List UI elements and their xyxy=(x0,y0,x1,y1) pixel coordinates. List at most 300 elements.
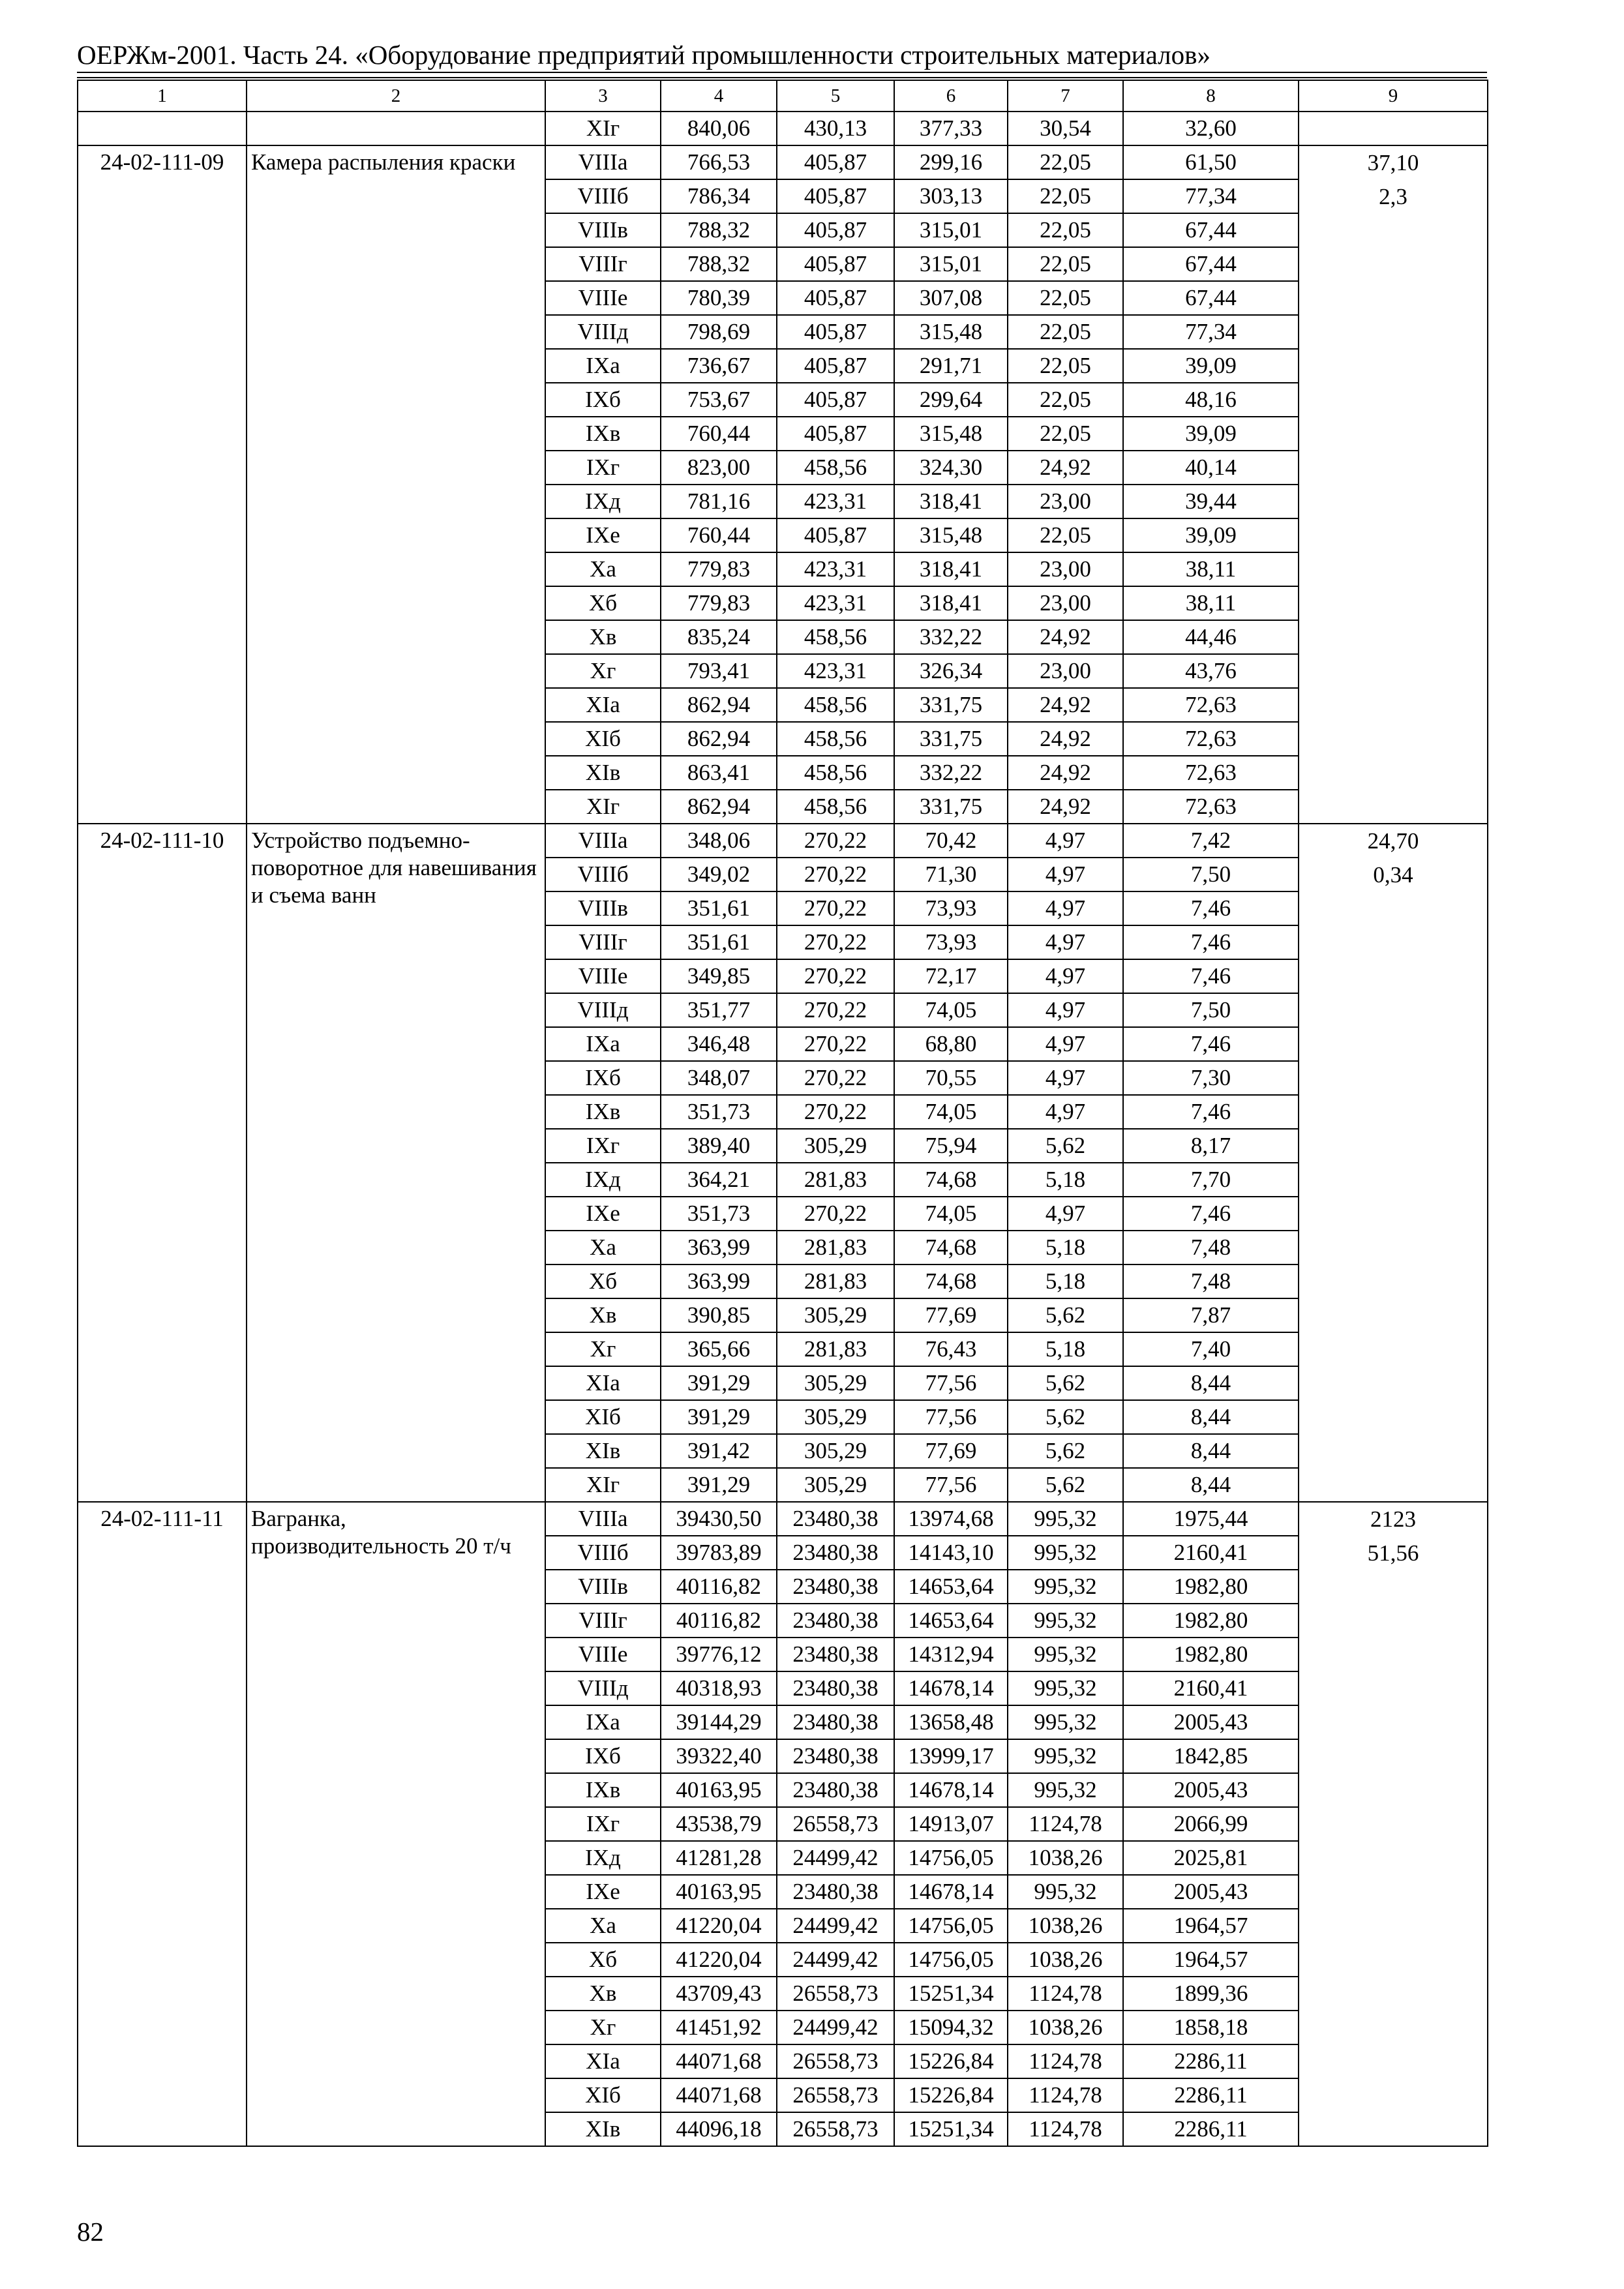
category-cell: VIIIб xyxy=(545,858,661,891)
value-cell: 74,05 xyxy=(894,1197,1008,1231)
value-cell: 1982,80 xyxy=(1123,1570,1299,1604)
value-cell: 305,29 xyxy=(777,1298,894,1332)
value-cell: 862,94 xyxy=(661,688,777,722)
value-cell: 363,99 xyxy=(661,1264,777,1298)
value-cell: 48,16 xyxy=(1123,383,1299,417)
value-cell: 68,80 xyxy=(894,1027,1008,1061)
value-cell: 43,76 xyxy=(1123,654,1299,688)
value-cell: 1858,18 xyxy=(1123,2011,1299,2044)
continuation-row xyxy=(78,112,1488,145)
value-cell: 786,34 xyxy=(661,179,777,213)
value-cell: 363,99 xyxy=(661,1231,777,1264)
category-cell: VIIIд xyxy=(545,315,661,349)
value-cell: 348,06 xyxy=(661,824,777,858)
value-cell: 315,01 xyxy=(894,247,1008,281)
value-cell: 7,87 xyxy=(1123,1298,1299,1332)
header-rule-bottom xyxy=(77,77,1487,78)
category-cell: IXв xyxy=(545,1095,661,1129)
value-cell: 23,00 xyxy=(1008,485,1123,518)
value-cell: 995,32 xyxy=(1008,1875,1123,1909)
section-name: Устройство подъемно-поворотное для навешивания и съема ванн xyxy=(247,824,545,1502)
value-cell: 70,55 xyxy=(894,1061,1008,1095)
value-cell: 39,09 xyxy=(1123,518,1299,552)
value-cell: 72,63 xyxy=(1123,790,1299,824)
value-cell: 364,21 xyxy=(661,1163,777,1197)
value-cell: 41220,04 xyxy=(661,1943,777,1977)
value-cell: 315,48 xyxy=(894,518,1008,552)
code-cell xyxy=(78,112,247,145)
value-cell: 4,97 xyxy=(1008,891,1123,925)
value-cell: 995,32 xyxy=(1008,1604,1123,1638)
value-cell: 995,32 xyxy=(1008,1773,1123,1807)
value-cell: 4,97 xyxy=(1008,925,1123,959)
value-cell: 5,62 xyxy=(1008,1298,1123,1332)
value-cell: 270,22 xyxy=(777,891,894,925)
value-cell: 41451,92 xyxy=(661,2011,777,2044)
col9-value: 2,3 xyxy=(1379,184,1407,209)
category-cell: VIIIг xyxy=(545,247,661,281)
value-cell: 67,44 xyxy=(1123,281,1299,315)
value-cell: 23,00 xyxy=(1008,586,1123,620)
value-cell: 753,67 xyxy=(661,383,777,417)
value-cell: 760,44 xyxy=(661,417,777,451)
value-cell: 405,87 xyxy=(777,383,894,417)
value-cell: 23480,38 xyxy=(777,1671,894,1705)
value-cell: 835,24 xyxy=(661,620,777,654)
page-header: ОЕРЖм-2001. Часть 24. «Оборудование предприятий промышленности строительных материалов» xyxy=(77,40,1210,70)
value-cell: 44096,18 xyxy=(661,2112,777,2146)
value-cell: 23480,38 xyxy=(777,1604,894,1638)
category-cell: XIб xyxy=(545,2078,661,2112)
value-cell: 270,22 xyxy=(777,1027,894,1061)
value-cell: 24,92 xyxy=(1008,756,1123,790)
value-cell: 423,31 xyxy=(777,654,894,688)
value-cell: 23480,38 xyxy=(777,1739,894,1773)
value-cell: 22,05 xyxy=(1008,247,1123,281)
value-cell: 995,32 xyxy=(1008,1570,1123,1604)
value-cell: 4,97 xyxy=(1008,959,1123,993)
category-cell: IXв xyxy=(545,1773,661,1807)
value-cell: 5,62 xyxy=(1008,1129,1123,1163)
category-cell: Xб xyxy=(545,1943,661,1977)
category-cell: VIIIа xyxy=(545,145,661,179)
value-cell: 1899,36 xyxy=(1123,1977,1299,2011)
value-cell: 1975,44 xyxy=(1123,1502,1299,1536)
value-cell: 5,18 xyxy=(1008,1231,1123,1264)
value-cell: 1124,78 xyxy=(1008,1807,1123,1841)
value-cell: 77,34 xyxy=(1123,179,1299,213)
value-cell: 14653,64 xyxy=(894,1570,1008,1604)
table-row xyxy=(78,824,1488,858)
value-cell: 67,44 xyxy=(1123,213,1299,247)
column-number: 5 xyxy=(777,80,894,112)
value-cell: 305,29 xyxy=(777,1468,894,1502)
value-cell: 390,85 xyxy=(661,1298,777,1332)
value-cell: 74,68 xyxy=(894,1163,1008,1197)
value-cell: 5,62 xyxy=(1008,1400,1123,1434)
value-cell: 995,32 xyxy=(1008,1502,1123,1536)
category-cell: Xг xyxy=(545,1332,661,1366)
value-cell: 270,22 xyxy=(777,925,894,959)
value-cell: 4,97 xyxy=(1008,1095,1123,1129)
value-cell: 324,30 xyxy=(894,451,1008,485)
value-cell: 8,17 xyxy=(1123,1129,1299,1163)
value-cell: 331,75 xyxy=(894,688,1008,722)
value-cell: 73,93 xyxy=(894,891,1008,925)
value-cell: 862,94 xyxy=(661,790,777,824)
value-cell: 391,29 xyxy=(661,1468,777,1502)
value-cell: 326,34 xyxy=(894,654,1008,688)
value-cell: 405,87 xyxy=(777,349,894,383)
value-cell: 22,05 xyxy=(1008,315,1123,349)
value-cell: 351,73 xyxy=(661,1197,777,1231)
value-cell: 331,75 xyxy=(894,790,1008,824)
value-cell: 13974,68 xyxy=(894,1502,1008,1536)
value-cell: 75,94 xyxy=(894,1129,1008,1163)
value-cell: 2025,81 xyxy=(1123,1841,1299,1875)
value-cell: 1964,57 xyxy=(1123,1943,1299,1977)
col9-value: 0,34 xyxy=(1373,862,1413,888)
value-cell: 405,87 xyxy=(777,145,894,179)
value-cell: 995,32 xyxy=(1008,1739,1123,1773)
category-cell: IXе xyxy=(545,518,661,552)
category-cell: XIа xyxy=(545,1366,661,1400)
category-cell: XIб xyxy=(545,722,661,756)
value-cell: 391,29 xyxy=(661,1366,777,1400)
value-cell: 995,32 xyxy=(1008,1671,1123,1705)
value-cell: 458,56 xyxy=(777,756,894,790)
value-cell: 863,41 xyxy=(661,756,777,790)
value-cell: 24499,42 xyxy=(777,1943,894,1977)
category-cell: XIа xyxy=(545,688,661,722)
value-cell: 299,16 xyxy=(894,145,1008,179)
value-cell: 23480,38 xyxy=(777,1638,894,1671)
section-col9 xyxy=(1299,145,1488,824)
value-cell: 798,69 xyxy=(661,315,777,349)
value-cell: 315,01 xyxy=(894,213,1008,247)
category-cell: IXб xyxy=(545,1061,661,1095)
value-cell: 779,83 xyxy=(661,586,777,620)
value-cell: 318,41 xyxy=(894,485,1008,518)
section-col9 xyxy=(1299,824,1488,1502)
value-cell: 76,43 xyxy=(894,1332,1008,1366)
category-cell: XIв xyxy=(545,2112,661,2146)
value-cell: 305,29 xyxy=(777,1366,894,1400)
category-cell: Xг xyxy=(545,654,661,688)
category-cell: Xг xyxy=(545,2011,661,2044)
value-cell: 303,13 xyxy=(894,179,1008,213)
value-cell: 281,83 xyxy=(777,1264,894,1298)
value-cell: 7,46 xyxy=(1123,925,1299,959)
category-cell: IXг xyxy=(545,451,661,485)
page-number: 82 xyxy=(77,2217,104,2247)
column-number: 4 xyxy=(661,80,777,112)
category-cell: IXд xyxy=(545,485,661,518)
value-cell: 24499,42 xyxy=(777,2011,894,2044)
value-cell: 281,83 xyxy=(777,1231,894,1264)
value-cell: 13999,17 xyxy=(894,1739,1008,1773)
value-cell: 4,97 xyxy=(1008,858,1123,891)
value-cell: 72,17 xyxy=(894,959,1008,993)
value-cell: 24,92 xyxy=(1008,620,1123,654)
category-cell: Xа xyxy=(545,1909,661,1943)
value-cell: 840,06 xyxy=(661,112,777,145)
value-cell: 405,87 xyxy=(777,247,894,281)
value-cell: 349,02 xyxy=(661,858,777,891)
value-cell: 332,22 xyxy=(894,756,1008,790)
column-number: 6 xyxy=(894,80,1008,112)
value-cell: 779,83 xyxy=(661,552,777,586)
value-cell: 24,92 xyxy=(1008,722,1123,756)
value-cell: 26558,73 xyxy=(777,1977,894,2011)
value-cell: 1038,26 xyxy=(1008,1943,1123,1977)
value-cell: 1038,26 xyxy=(1008,1841,1123,1875)
value-cell: 5,62 xyxy=(1008,1434,1123,1468)
value-cell: 77,69 xyxy=(894,1434,1008,1468)
value-cell: 24499,42 xyxy=(777,1841,894,1875)
value-cell: 23480,38 xyxy=(777,1773,894,1807)
category-cell: VIIIв xyxy=(545,1570,661,1604)
category-cell: VIIIд xyxy=(545,1671,661,1705)
value-cell: 74,68 xyxy=(894,1231,1008,1264)
value-cell: 346,48 xyxy=(661,1027,777,1061)
value-cell: 1124,78 xyxy=(1008,2044,1123,2078)
value-cell: 5,62 xyxy=(1008,1366,1123,1400)
value-cell: 305,29 xyxy=(777,1400,894,1434)
category-cell: VIIIд xyxy=(545,993,661,1027)
column-number: 2 xyxy=(247,80,545,112)
value-cell: 72,63 xyxy=(1123,688,1299,722)
value-cell: 2066,99 xyxy=(1123,1807,1299,1841)
value-cell: 7,46 xyxy=(1123,891,1299,925)
value-cell: 348,07 xyxy=(661,1061,777,1095)
value-cell: 14756,05 xyxy=(894,1841,1008,1875)
value-cell: 2286,11 xyxy=(1123,2078,1299,2112)
value-cell: 24,92 xyxy=(1008,688,1123,722)
value-cell: 862,94 xyxy=(661,722,777,756)
value-cell: 61,50 xyxy=(1123,145,1299,179)
col9-value: 2123 xyxy=(1370,1506,1416,1532)
value-cell: 4,97 xyxy=(1008,993,1123,1027)
value-cell: 14143,10 xyxy=(894,1536,1008,1570)
value-cell: 2005,43 xyxy=(1123,1773,1299,1807)
category-cell: VIIIв xyxy=(545,213,661,247)
value-cell: 43709,43 xyxy=(661,1977,777,2011)
value-cell: 458,56 xyxy=(777,451,894,485)
value-cell: 30,54 xyxy=(1008,112,1123,145)
value-cell: 307,08 xyxy=(894,281,1008,315)
category-cell: IXб xyxy=(545,1739,661,1773)
value-cell: 458,56 xyxy=(777,620,894,654)
value-cell: 458,56 xyxy=(777,790,894,824)
value-cell: 781,16 xyxy=(661,485,777,518)
value-cell: 4,97 xyxy=(1008,824,1123,858)
value-cell: 391,29 xyxy=(661,1400,777,1434)
category-cell: XIв xyxy=(545,1434,661,1468)
category-cell: IXе xyxy=(545,1197,661,1231)
value-cell: 7,46 xyxy=(1123,1197,1299,1231)
value-cell: 7,46 xyxy=(1123,959,1299,993)
value-cell: 1964,57 xyxy=(1123,1909,1299,1943)
category-cell: Xв xyxy=(545,1298,661,1332)
category-cell: XIб xyxy=(545,1400,661,1434)
value-cell: 2160,41 xyxy=(1123,1671,1299,1705)
value-cell: 13658,48 xyxy=(894,1705,1008,1739)
value-cell: 377,33 xyxy=(894,112,1008,145)
column-number: 8 xyxy=(1123,80,1299,112)
value-cell: 405,87 xyxy=(777,518,894,552)
value-cell: 8,44 xyxy=(1123,1468,1299,1502)
value-cell: 318,41 xyxy=(894,586,1008,620)
value-cell: 77,56 xyxy=(894,1468,1008,1502)
value-cell: 72,63 xyxy=(1123,722,1299,756)
value-cell: 32,60 xyxy=(1123,112,1299,145)
value-cell: 77,69 xyxy=(894,1298,1008,1332)
value-cell: 2160,41 xyxy=(1123,1536,1299,1570)
column-number: 1 xyxy=(78,80,247,112)
value-cell: 351,61 xyxy=(661,925,777,959)
value-cell: 423,31 xyxy=(777,485,894,518)
value-cell: 44071,68 xyxy=(661,2044,777,2078)
value-cell: 14756,05 xyxy=(894,1909,1008,1943)
value-cell: 14678,14 xyxy=(894,1875,1008,1909)
value-cell: 270,22 xyxy=(777,1061,894,1095)
value-cell: 22,05 xyxy=(1008,213,1123,247)
category-cell: VIIIе xyxy=(545,1638,661,1671)
category-cell: IXд xyxy=(545,1163,661,1197)
category-cell: XIг xyxy=(545,790,661,824)
value-cell: 5,18 xyxy=(1008,1332,1123,1366)
category-cell: Xб xyxy=(545,1264,661,1298)
value-cell: 40163,95 xyxy=(661,1773,777,1807)
value-cell: 7,40 xyxy=(1123,1332,1299,1366)
value-cell: 2005,43 xyxy=(1123,1705,1299,1739)
value-cell: 299,64 xyxy=(894,383,1008,417)
category-cell: VIIIе xyxy=(545,281,661,315)
value-cell: 1842,85 xyxy=(1123,1739,1299,1773)
value-cell: 270,22 xyxy=(777,858,894,891)
value-cell: 22,05 xyxy=(1008,179,1123,213)
value-cell: 22,05 xyxy=(1008,145,1123,179)
value-cell: 995,32 xyxy=(1008,1536,1123,1570)
value-cell: 365,66 xyxy=(661,1332,777,1366)
column-number: 3 xyxy=(545,80,661,112)
category-cell: IXв xyxy=(545,417,661,451)
value-cell: 305,29 xyxy=(777,1434,894,1468)
value-cell: 15094,32 xyxy=(894,2011,1008,2044)
value-cell: 7,70 xyxy=(1123,1163,1299,1197)
value-cell: XIг xyxy=(545,112,661,145)
value-cell: 405,87 xyxy=(777,281,894,315)
value-cell: 1038,26 xyxy=(1008,2011,1123,2044)
value-cell: 71,30 xyxy=(894,858,1008,891)
value-cell: 318,41 xyxy=(894,552,1008,586)
value-cell: 39783,89 xyxy=(661,1536,777,1570)
category-cell: IXг xyxy=(545,1807,661,1841)
value-cell: 14756,05 xyxy=(894,1943,1008,1977)
category-cell: IXа xyxy=(545,1027,661,1061)
value-cell: 23480,38 xyxy=(777,1536,894,1570)
value-cell: 39144,29 xyxy=(661,1705,777,1739)
value-cell: 270,22 xyxy=(777,824,894,858)
value-cell: 331,75 xyxy=(894,722,1008,756)
section-code: 24-02-111-11 xyxy=(78,1502,247,2146)
value-cell: 391,42 xyxy=(661,1434,777,1468)
value-cell: 405,87 xyxy=(777,179,894,213)
value-cell: 39322,40 xyxy=(661,1739,777,1773)
value-cell: 8,44 xyxy=(1123,1434,1299,1468)
value-cell: 995,32 xyxy=(1008,1638,1123,1671)
value-cell: 351,61 xyxy=(661,891,777,925)
value-cell: 2005,43 xyxy=(1123,1875,1299,1909)
value-cell: 40163,95 xyxy=(661,1875,777,1909)
table-row xyxy=(78,145,1488,179)
value-cell: 1124,78 xyxy=(1008,1977,1123,2011)
value-cell: 73,93 xyxy=(894,925,1008,959)
column-number-row xyxy=(78,80,1488,112)
value-cell: 40116,82 xyxy=(661,1570,777,1604)
category-cell: VIIIа xyxy=(545,1502,661,1536)
value-cell: 1982,80 xyxy=(1123,1638,1299,1671)
value-cell: 1124,78 xyxy=(1008,2112,1123,2146)
value-cell: 7,30 xyxy=(1123,1061,1299,1095)
value-cell: 2286,11 xyxy=(1123,2044,1299,2078)
value-cell: 7,50 xyxy=(1123,858,1299,891)
category-cell: IXб xyxy=(545,383,661,417)
value-cell: 41281,28 xyxy=(661,1841,777,1875)
value-cell: 77,34 xyxy=(1123,315,1299,349)
category-cell: Xа xyxy=(545,552,661,586)
value-cell: 7,50 xyxy=(1123,993,1299,1027)
value-cell: 22,05 xyxy=(1008,349,1123,383)
value-cell: 766,53 xyxy=(661,145,777,179)
col9-value: 37,10 xyxy=(1367,150,1419,175)
value-cell: 7,42 xyxy=(1123,824,1299,858)
value-cell: 22,05 xyxy=(1008,518,1123,552)
category-cell: VIIIг xyxy=(545,1604,661,1638)
value-cell: 2286,11 xyxy=(1123,2112,1299,2146)
value-cell: 405,87 xyxy=(777,213,894,247)
value-cell: 8,44 xyxy=(1123,1366,1299,1400)
value-cell: 270,22 xyxy=(777,1197,894,1231)
value-cell: 74,68 xyxy=(894,1264,1008,1298)
value-cell: 74,05 xyxy=(894,993,1008,1027)
section-code: 24-02-111-09 xyxy=(78,145,247,824)
value-cell: 22,05 xyxy=(1008,417,1123,451)
value-cell: 39,44 xyxy=(1123,485,1299,518)
value-cell: 39,09 xyxy=(1123,417,1299,451)
value-cell: 39430,50 xyxy=(661,1502,777,1536)
value-cell: 14913,07 xyxy=(894,1807,1008,1841)
category-cell: XIг xyxy=(545,1468,661,1502)
value-cell: 291,71 xyxy=(894,349,1008,383)
value-cell: 40,14 xyxy=(1123,451,1299,485)
value-cell: 430,13 xyxy=(777,112,894,145)
category-cell: VIIIг xyxy=(545,925,661,959)
name-cell xyxy=(247,112,545,145)
category-cell: XIв xyxy=(545,756,661,790)
value-cell: 1124,78 xyxy=(1008,2078,1123,2112)
value-cell: 26558,73 xyxy=(777,2112,894,2146)
category-cell: Xв xyxy=(545,1977,661,2011)
value-cell: 4,97 xyxy=(1008,1061,1123,1095)
value-cell: 281,83 xyxy=(777,1163,894,1197)
value-cell: 15251,34 xyxy=(894,2112,1008,2146)
value-cell: 77,56 xyxy=(894,1366,1008,1400)
category-cell: IXе xyxy=(545,1875,661,1909)
value-cell: 23,00 xyxy=(1008,654,1123,688)
value-cell: 41220,04 xyxy=(661,1909,777,1943)
